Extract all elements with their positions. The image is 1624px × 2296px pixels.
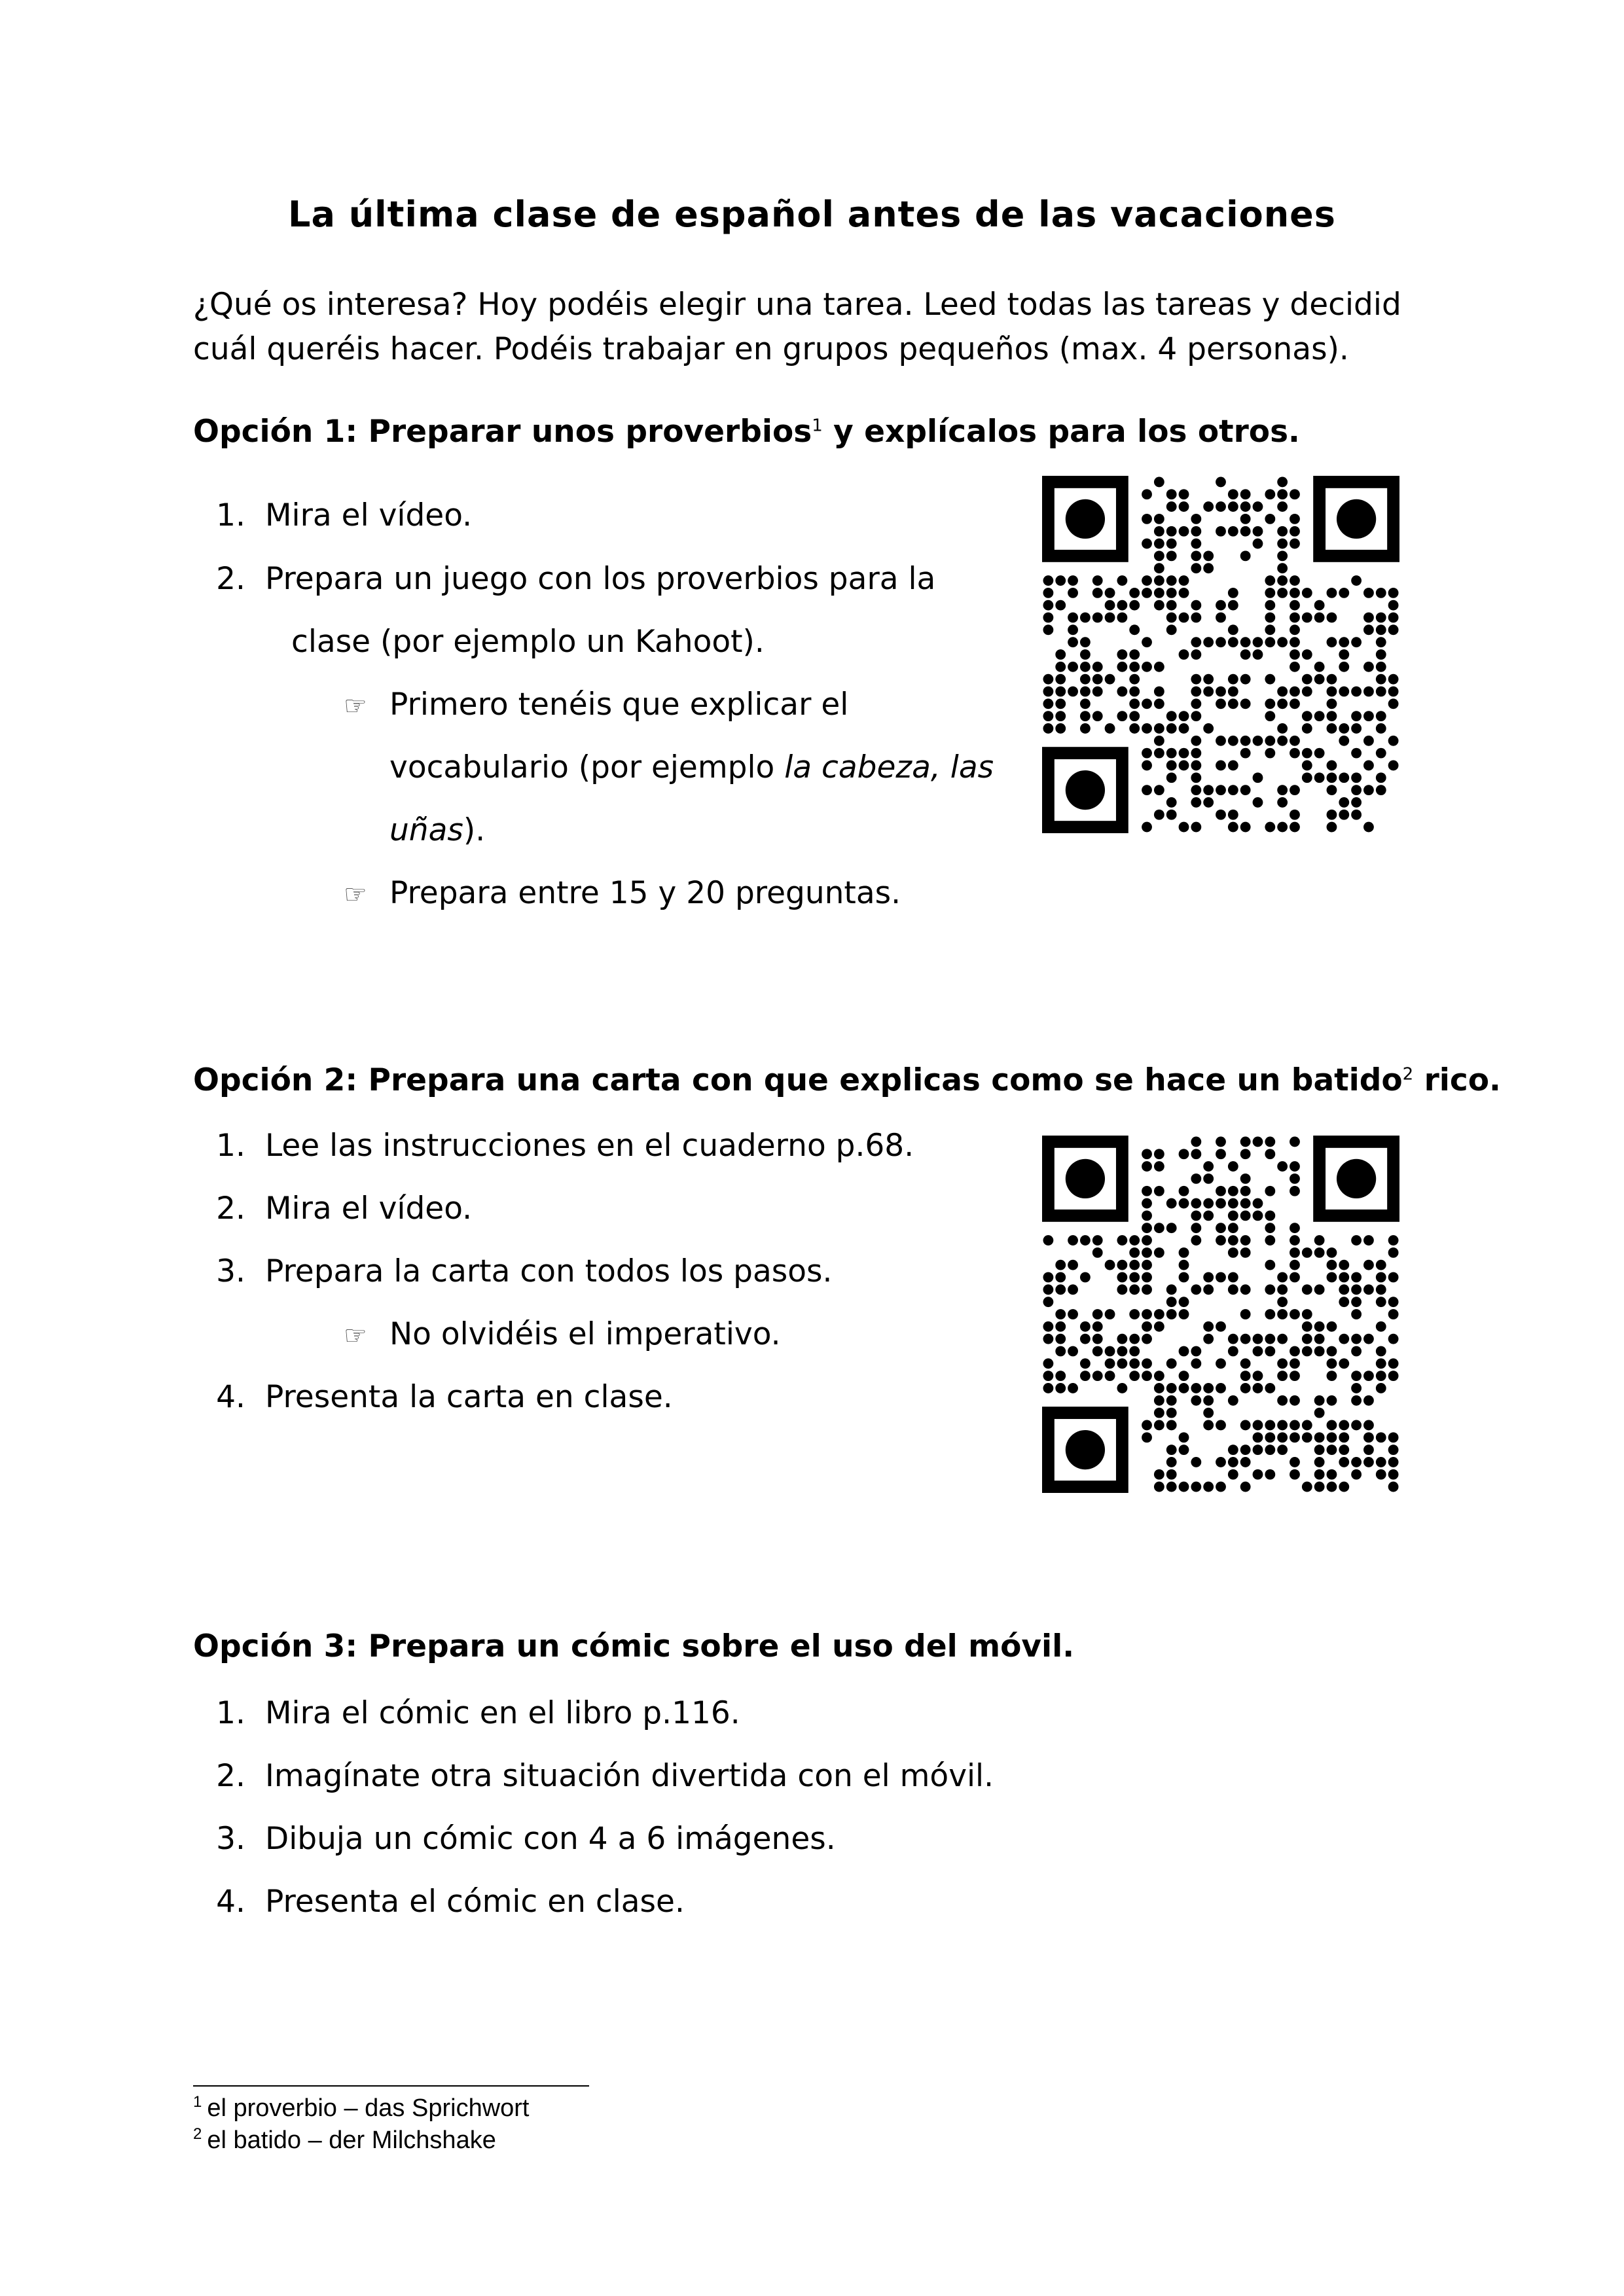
option-3-item-2: 2. Imagínate otra situación divertida con el móvil. — [216, 1758, 994, 1794]
footnote-1: $^1$ el proverbio – das Sprichwort — [193, 2093, 530, 2122]
option-2-item-1: 1. Lee las instrucciones en el cuaderno p.68. — [216, 1128, 914, 1164]
option-2-item-2: 2. Mira el vídeo. — [216, 1191, 473, 1227]
option-2-subitem-1: ☞ No olvidéis el imperativo. — [344, 1316, 781, 1352]
option-1-heading: Opción 1: Preparar unos proverbios$^1$ y explícalos para los otros. — [193, 414, 1300, 450]
option-1-subitem-1-line3: uñas). — [389, 812, 486, 848]
qr-code-icon — [1042, 1136, 1399, 1493]
option-2-item-4: 4. Presenta la carta en clase. — [216, 1379, 673, 1415]
page-title: La última clase de español antes de las vacaciones — [288, 194, 1336, 235]
option-3-heading: Opción 3: Prepara un cómic sobre el uso del móvil. — [193, 1628, 1075, 1664]
option-2-heading: Opción 2: Prepara una carta con que explicas como se hace un batido$^2$ rico. — [193, 1062, 1501, 1098]
footnote-2: $^2$ el batido – der Milchshake — [193, 2125, 496, 2154]
intro-text: ¿Qué os interesa? Hoy podéis elegir una tarea. Leed todas las tareas y decidid cuál queréis hacer. Podéis trabajar en grupos pequeños (max. 4 personas). — [193, 287, 1401, 367]
footnote-ref-1[interactable]: 1 — [812, 416, 823, 436]
footnote-ref-2[interactable]: 2 — [1402, 1064, 1414, 1085]
option-3-item-4: 4. Presenta el cómic en clase. — [216, 1884, 685, 1920]
option-1-subitem-2: ☞ Prepara entre 15 y 20 preguntas. — [344, 875, 901, 911]
pointing-hand-icon: ☞ — [344, 691, 367, 721]
pointing-hand-icon: ☞ — [344, 880, 367, 910]
option-1-item-1: 1. Mira el vídeo. — [216, 497, 473, 533]
option-3-item-1: 1. Mira el cómic en el libro p.116. — [216, 1695, 740, 1731]
qr-code-icon — [1042, 476, 1399, 833]
footnote-divider — [193, 2085, 589, 2087]
pointing-hand-icon: ☞ — [344, 1321, 367, 1351]
qr-code-video-2[interactable] — [1042, 1136, 1399, 1493]
qr-code-video-1[interactable] — [1042, 476, 1399, 833]
option-1-subitem-1: ☞ Primero tenéis que explicar el — [344, 687, 849, 723]
option-1-subitem-1-line2: vocabulario (por ejemplo la cabeza, las — [389, 749, 994, 785]
option-3-item-3: 3. Dibuja un cómic con 4 a 6 imágenes. — [216, 1821, 836, 1857]
option-1-item-2: 2. Prepara un juego con los proverbios para la — [216, 561, 936, 597]
option-2-item-3: 3. Prepara la carta con todos los pasos. — [216, 1253, 833, 1289]
option-1-item-2-cont: clase (por ejemplo un Kahoot). — [291, 624, 765, 660]
